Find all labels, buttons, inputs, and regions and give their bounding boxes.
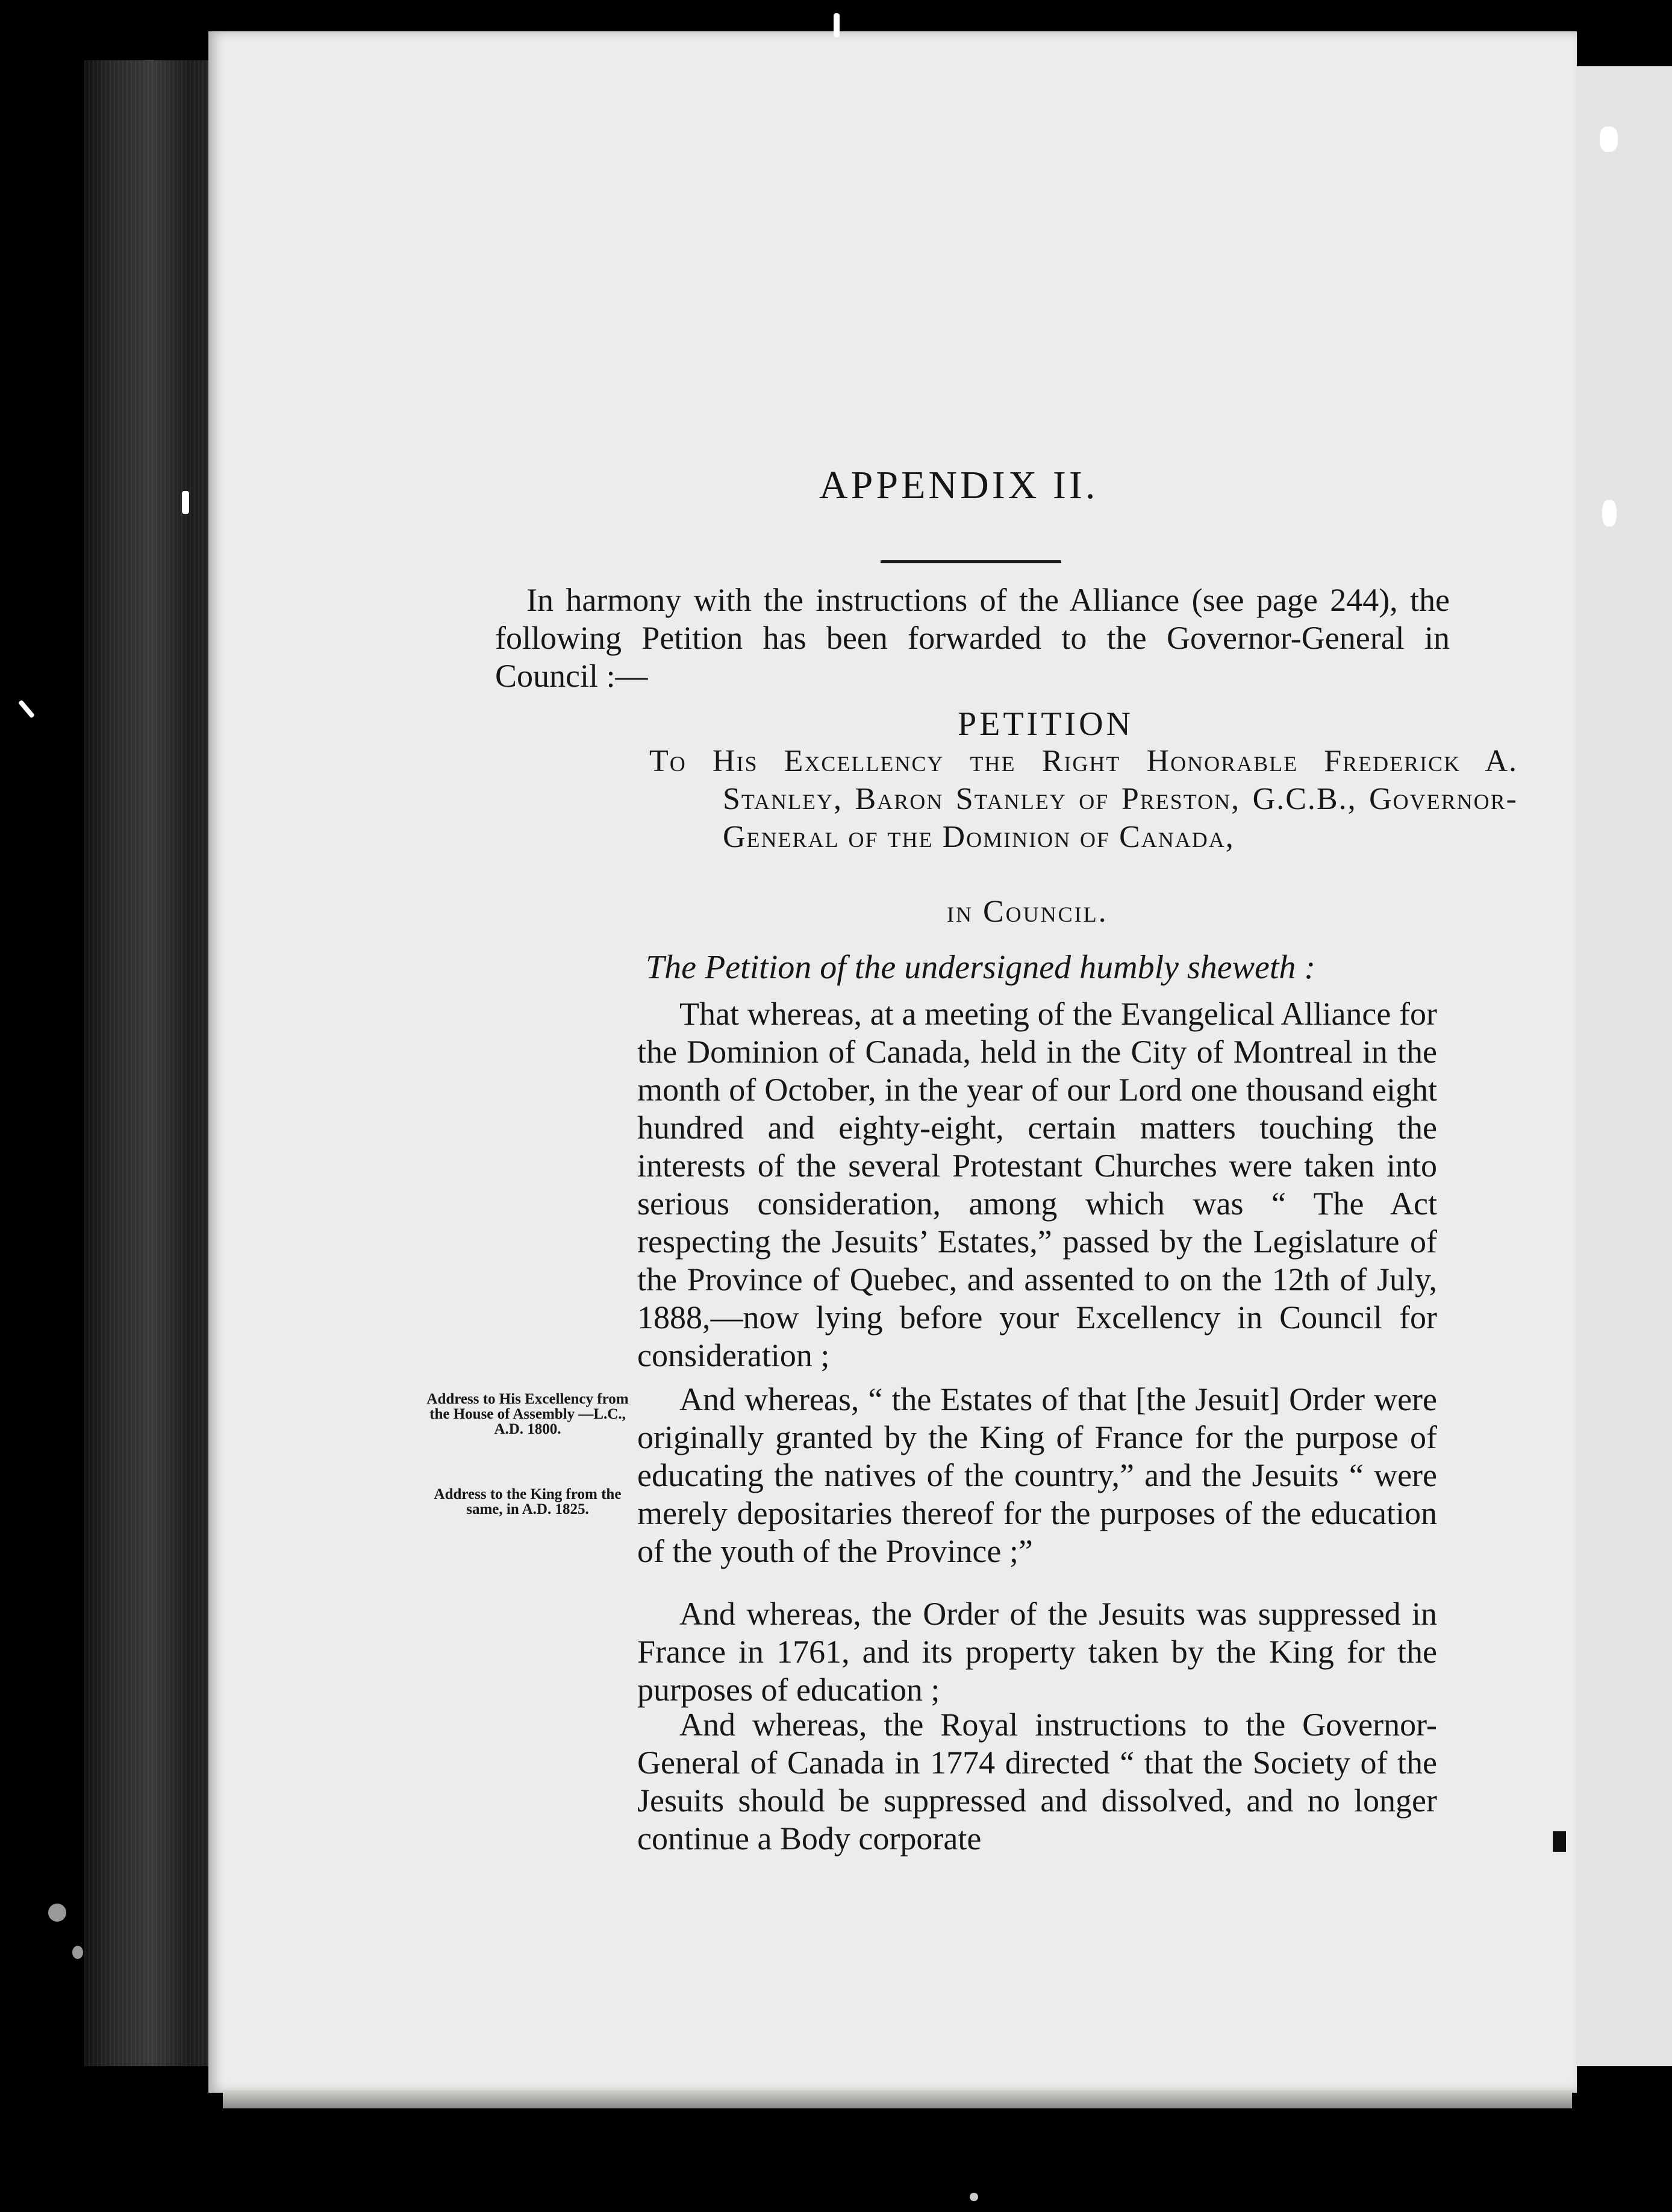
- body-paragraph-3: And whereas, the Order of the Jesuits was suppressed in France in 1761, and its property taken by the King for the purposes of education ;: [637, 1596, 1437, 1708]
- in-council-line: in Council.: [947, 895, 1108, 929]
- intro-paragraph: In harmony with the instructions of the Alliance (see page 244), the following Petition has been forwarded to the Governor-General in Council :—: [495, 582, 1450, 694]
- body-paragraph-4: And whereas, the Royal instructions to the Governor-General of Canada in 1774 directed “ that the Society of the Jesuits should be suppressed and dissolved, and no longer continue a Body corporate: [637, 1707, 1437, 1857]
- petition-preamble: The Petition of the undersigned humbly sheweth :: [646, 949, 1316, 986]
- petition-address: To His Excellency the Right Honorable Frederick A. Stanley, Baron Stanley of Preston, G.C.B., Governor-General of the Dominion of Canada,: [649, 744, 1518, 854]
- margin-note-1: Address to His Excellency from the House of Assembly —L.C., A.D. 1800.: [426, 1391, 629, 1437]
- title-rule: [881, 560, 1061, 563]
- margin-note-2: Address to the King from the same, in A.D. 1825.: [434, 1486, 622, 1517]
- body-paragraph-1: That whereas, at a meeting of the Evangelical Alliance for the Dominion of Canada, held in the City of Montreal in the month of October, in the year of our Lord one thousand eight hundred and eighty-eight, certain matters touching the interests of the several Protestant Churches were taken into serious consideration, among which was “ The Act respecting the Jesuits’ Estates,” passed by the Legislature of the Province of Quebec, and assented to on the 12th of July, 1888,—now lying before your Excellency in Council for consideration ;: [637, 996, 1437, 1373]
- petition-heading: PETITION: [958, 705, 1134, 743]
- appendix-title: APPENDIX II.: [819, 463, 1099, 507]
- body-paragraph-2: And whereas, “ the Estates of that [the Jesuit] Order were originally granted by the King of France for the purpose of educating the natives of the country,” and the Jesuits “ were merely depositaries thereof for the purposes of the education of the youth of the Province ;”: [637, 1381, 1437, 1569]
